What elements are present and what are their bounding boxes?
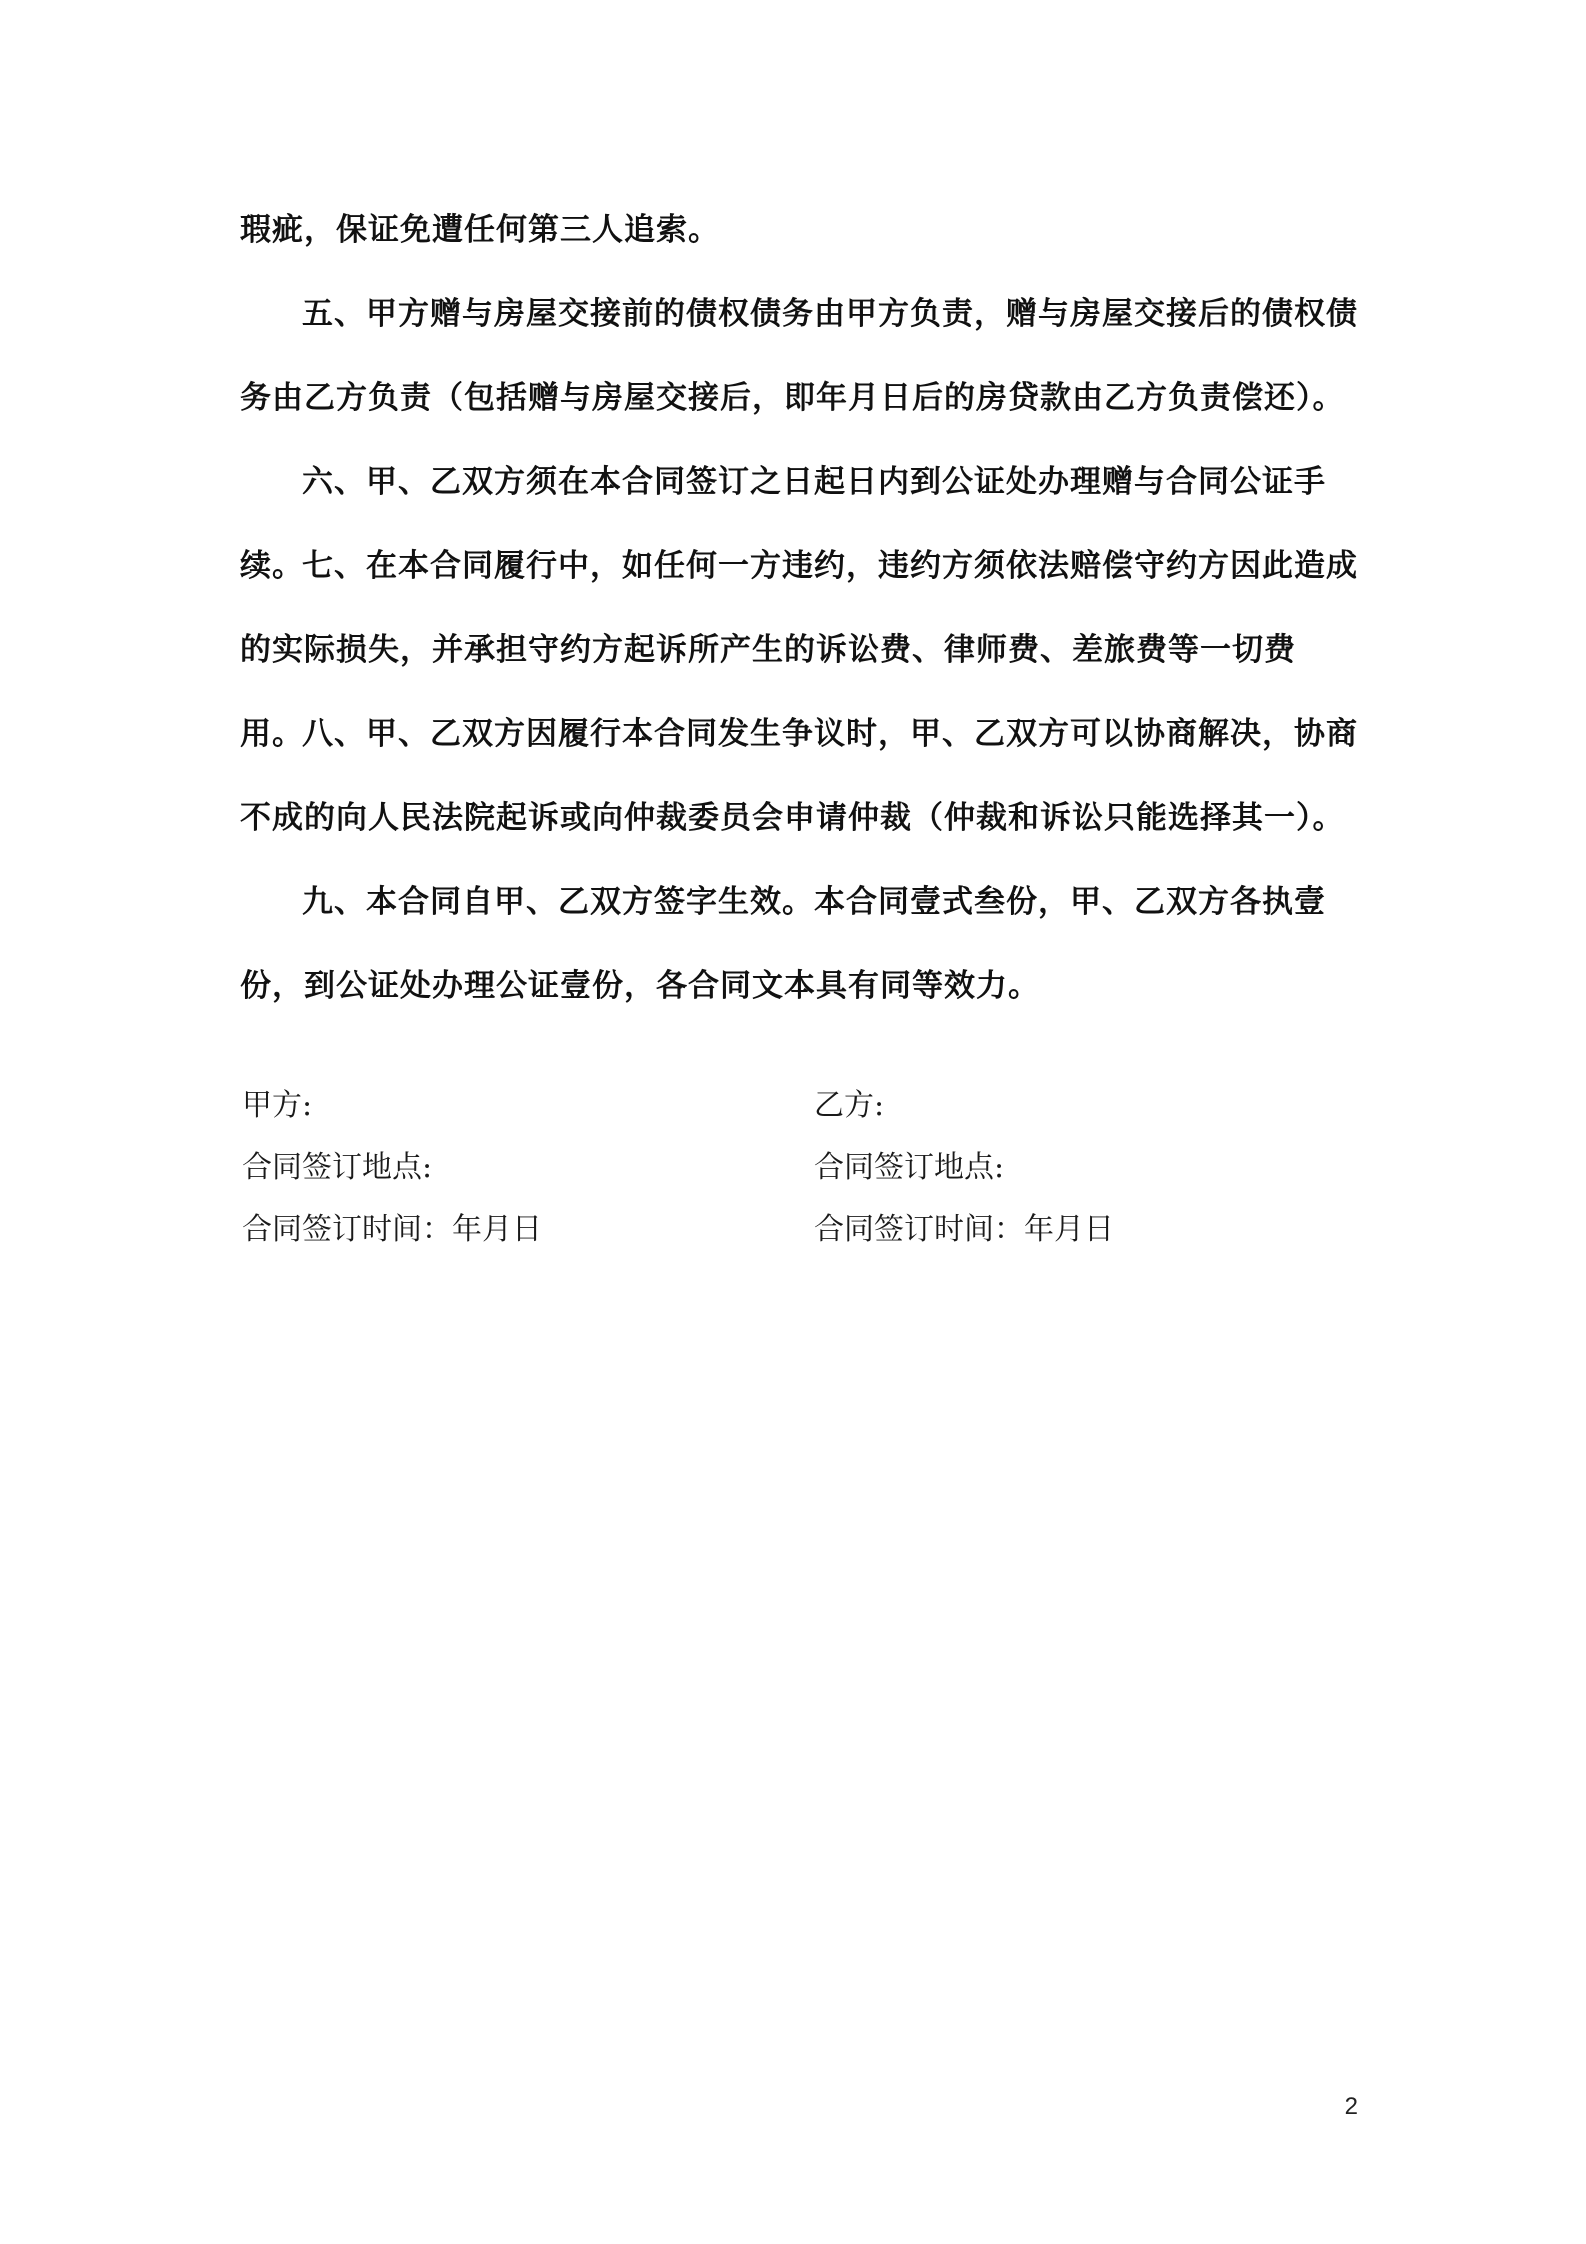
party-a-time: 合同签订时间：年月日	[242, 1212, 542, 1247]
continuation-text: 瑕疵，保证免遭任何第三人追索。	[240, 212, 720, 248]
clause-8: 八、甲、乙双方因履行本合同发生争议时，甲、乙双方可以协商解决，协商不成的向人民法院起诉或向仲裁委员会申请仲裁（仲裁和诉讼只能选择其一）。	[240, 716, 1358, 836]
party-b-time: 合同签订时间：年月日	[814, 1212, 1114, 1247]
clause-7: 七、在本合同履行中，如任何一方违约，违约方须依法赔偿守约方因此造成的实际损失，并承担守约方起诉所产生的诉讼费、律师费、差旅费等一切费用。	[240, 548, 1358, 752]
clause-6: 六、甲、乙双方须在本合同签订之日起日内到公证处办理赠与合同公证手续。	[240, 464, 1326, 584]
page-number: 2	[1344, 2093, 1358, 2120]
party-b-place: 合同签订地点:	[814, 1150, 1005, 1185]
party-b-label: 乙方:	[814, 1088, 885, 1123]
clause-5: 五、甲方赠与房屋交接前的债权债务由甲方负责，赠与房屋交接后的债权债务由乙方负责（包括赠与房屋交接后，即年月日后的房贷款由乙方负责偿还）。	[240, 296, 1358, 416]
party-a-place: 合同签订地点:	[242, 1150, 433, 1185]
party-a-label: 甲方:	[242, 1088, 313, 1123]
clause-9: 九、本合同自甲、乙双方签字生效。本合同壹式叁份，甲、乙双方各执壹份，到公证处办理公证壹份，各合同文本具有同等效力。	[240, 884, 1326, 1004]
